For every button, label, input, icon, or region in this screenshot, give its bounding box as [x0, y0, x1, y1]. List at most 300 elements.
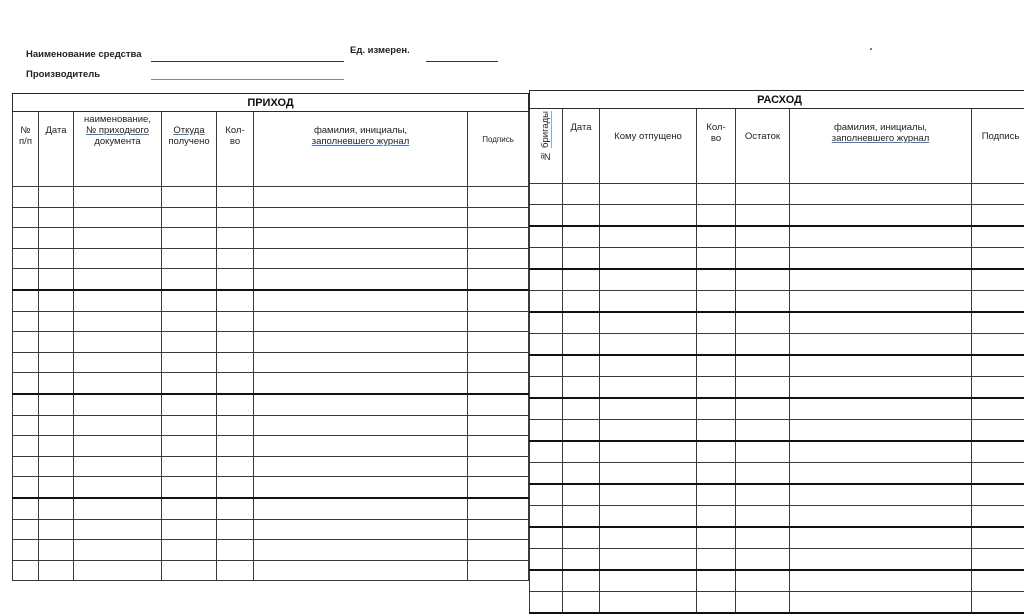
table-cell[interactable] — [600, 549, 697, 571]
table-cell[interactable] — [13, 456, 39, 477]
table-cell[interactable] — [972, 312, 1024, 334]
table-cell[interactable] — [39, 352, 74, 373]
table-cell[interactable] — [162, 498, 217, 519]
col-quantity: Кол- во — [697, 109, 736, 184]
table-cell[interactable] — [162, 394, 217, 415]
table-cell[interactable] — [600, 334, 697, 356]
table-cell[interactable] — [563, 269, 600, 291]
table-cell[interactable] — [39, 519, 74, 540]
table-cell[interactable] — [790, 506, 972, 528]
table-cell[interactable] — [600, 463, 697, 485]
table-cell[interactable] — [13, 540, 39, 561]
table-cell[interactable] — [468, 207, 529, 228]
table-cell[interactable] — [468, 436, 529, 457]
table-cell[interactable] — [563, 506, 600, 528]
table-cell[interactable] — [254, 311, 468, 332]
table-cell[interactable] — [530, 484, 563, 506]
table-cell[interactable] — [162, 290, 217, 311]
table-cell[interactable] — [468, 560, 529, 581]
table-cell[interactable] — [600, 377, 697, 399]
table-cell[interactable] — [972, 334, 1024, 356]
table-cell[interactable] — [697, 269, 736, 291]
table-cell[interactable] — [468, 519, 529, 540]
table-cell[interactable] — [39, 207, 74, 228]
table-cell[interactable] — [600, 484, 697, 506]
table-cell[interactable] — [972, 398, 1024, 420]
table-cell[interactable] — [468, 373, 529, 394]
table-cell[interactable] — [790, 334, 972, 356]
table-cell[interactable] — [217, 519, 254, 540]
table-cell[interactable] — [530, 226, 563, 248]
income-header-row — [13, 112, 529, 187]
table-cell[interactable] — [217, 352, 254, 373]
table-cell[interactable] — [217, 456, 254, 477]
table-cell[interactable] — [563, 484, 600, 506]
table-cell[interactable] — [162, 560, 217, 581]
table-cell[interactable] — [468, 415, 529, 436]
table-cell[interactable] — [162, 248, 217, 269]
table-cell[interactable] — [254, 228, 468, 249]
table-cell[interactable] — [530, 463, 563, 485]
table-cell[interactable] — [162, 352, 217, 373]
table-cell[interactable] — [790, 570, 972, 592]
table-cell[interactable] — [563, 205, 600, 227]
table-cell[interactable] — [39, 498, 74, 519]
table-cell[interactable] — [254, 248, 468, 269]
table-cell[interactable] — [162, 415, 217, 436]
table-cell[interactable] — [697, 441, 736, 463]
table-cell[interactable] — [697, 355, 736, 377]
table-cell[interactable] — [530, 549, 563, 571]
table-cell[interactable] — [736, 269, 790, 291]
table-cell[interactable] — [736, 355, 790, 377]
table-cell[interactable] — [972, 291, 1024, 313]
table-cell[interactable] — [736, 570, 790, 592]
table-cell[interactable] — [790, 441, 972, 463]
producer-field[interactable] — [151, 79, 344, 80]
table-cell[interactable] — [217, 332, 254, 353]
table-cell[interactable] — [563, 291, 600, 313]
table-cell[interactable] — [972, 248, 1024, 270]
table-cell[interactable] — [697, 184, 736, 205]
table-row — [530, 269, 1024, 291]
table-cell[interactable] — [254, 373, 468, 394]
table-cell[interactable] — [736, 420, 790, 442]
table-cell[interactable] — [13, 415, 39, 436]
table-cell[interactable] — [563, 570, 600, 592]
table-cell[interactable] — [600, 248, 697, 270]
table-cell[interactable] — [254, 560, 468, 581]
table-cell[interactable] — [563, 334, 600, 356]
table-cell[interactable] — [74, 228, 162, 249]
item-name-field[interactable] — [151, 61, 344, 62]
table-cell[interactable] — [13, 560, 39, 581]
table-cell[interactable] — [13, 519, 39, 540]
table-cell[interactable] — [217, 415, 254, 436]
table-cell[interactable] — [468, 311, 529, 332]
table-cell[interactable] — [162, 332, 217, 353]
table-cell[interactable] — [563, 527, 600, 549]
table-cell[interactable] — [217, 269, 254, 290]
table-cell[interactable] — [468, 290, 529, 311]
table-cell[interactable] — [563, 398, 600, 420]
table-cell[interactable] — [697, 291, 736, 313]
table-cell[interactable] — [530, 398, 563, 420]
table-cell[interactable] — [254, 290, 468, 311]
table-cell[interactable] — [563, 441, 600, 463]
table-cell[interactable] — [697, 570, 736, 592]
table-row — [13, 560, 529, 581]
table-cell[interactable] — [162, 187, 217, 208]
table-cell[interactable] — [162, 477, 217, 498]
table-cell[interactable] — [217, 311, 254, 332]
table-cell[interactable] — [972, 463, 1024, 485]
table-cell[interactable] — [736, 291, 790, 313]
table-cell[interactable] — [254, 540, 468, 561]
table-row — [530, 549, 1024, 571]
table-cell[interactable] — [217, 394, 254, 415]
table-cell[interactable] — [39, 311, 74, 332]
table-cell[interactable] — [468, 498, 529, 519]
table-cell[interactable] — [563, 248, 600, 270]
table-cell[interactable] — [468, 456, 529, 477]
table-row — [530, 420, 1024, 442]
table-cell[interactable] — [217, 290, 254, 311]
table-cell[interactable] — [254, 207, 468, 228]
table-row — [13, 228, 529, 249]
table-cell[interactable] — [13, 436, 39, 457]
table-cell[interactable] — [162, 269, 217, 290]
table-cell[interactable] — [972, 549, 1024, 571]
col-number: № п/п — [13, 112, 39, 187]
table-cell[interactable] — [790, 484, 972, 506]
table-cell[interactable] — [74, 436, 162, 457]
table-cell[interactable] — [74, 373, 162, 394]
table-cell[interactable] — [217, 187, 254, 208]
table-cell[interactable] — [972, 527, 1024, 549]
table-cell[interactable] — [697, 420, 736, 442]
table-cell[interactable] — [972, 420, 1024, 442]
table-cell[interactable] — [790, 226, 972, 248]
table-cell[interactable] — [74, 311, 162, 332]
table-cell[interactable] — [254, 269, 468, 290]
table-row — [13, 290, 529, 311]
table-cell[interactable] — [162, 436, 217, 457]
table-cell[interactable] — [530, 291, 563, 313]
table-cell[interactable] — [254, 436, 468, 457]
table-cell[interactable] — [972, 226, 1024, 248]
col-balance: Остаток — [736, 109, 790, 184]
table-cell[interactable] — [563, 463, 600, 485]
table-cell[interactable] — [217, 498, 254, 519]
table-cell[interactable] — [254, 332, 468, 353]
table-cell[interactable] — [468, 477, 529, 498]
table-cell[interactable] — [736, 398, 790, 420]
table-cell[interactable] — [74, 540, 162, 561]
table-cell[interactable] — [736, 463, 790, 485]
table-cell[interactable] — [972, 184, 1024, 205]
table-cell[interactable] — [790, 463, 972, 485]
table-cell[interactable] — [162, 228, 217, 249]
table-cell[interactable] — [217, 436, 254, 457]
table-cell[interactable] — [530, 269, 563, 291]
table-cell[interactable] — [13, 228, 39, 249]
table-cell[interactable] — [736, 527, 790, 549]
table-cell[interactable] — [790, 312, 972, 334]
table-cell[interactable] — [13, 290, 39, 311]
table-cell[interactable] — [736, 248, 790, 270]
table-cell[interactable] — [563, 377, 600, 399]
table-cell[interactable] — [74, 456, 162, 477]
table-cell[interactable] — [162, 540, 217, 561]
table-cell[interactable] — [600, 506, 697, 528]
table-cell[interactable] — [217, 540, 254, 561]
table-cell[interactable] — [74, 207, 162, 228]
table-cell[interactable] — [790, 527, 972, 549]
table-cell[interactable] — [972, 355, 1024, 377]
table-cell[interactable] — [790, 398, 972, 420]
table-cell[interactable] — [74, 248, 162, 269]
table-cell[interactable] — [972, 377, 1024, 399]
table-cell[interactable] — [530, 377, 563, 399]
table-cell[interactable] — [74, 477, 162, 498]
table-cell[interactable] — [468, 394, 529, 415]
table-cell[interactable] — [254, 187, 468, 208]
table-cell[interactable] — [530, 420, 563, 442]
table-cell[interactable] — [563, 226, 600, 248]
table-cell[interactable] — [600, 184, 697, 205]
table-cell[interactable] — [600, 420, 697, 442]
table-cell[interactable] — [468, 269, 529, 290]
table-cell[interactable] — [790, 377, 972, 399]
table-cell[interactable] — [13, 311, 39, 332]
table-cell[interactable] — [74, 519, 162, 540]
unit-field[interactable] — [426, 61, 498, 62]
table-cell[interactable] — [972, 592, 1024, 614]
table-cell[interactable] — [697, 377, 736, 399]
table-cell[interactable] — [530, 506, 563, 528]
table-cell[interactable] — [13, 498, 39, 519]
table-cell[interactable] — [74, 290, 162, 311]
table-cell[interactable] — [217, 477, 254, 498]
table-cell[interactable] — [39, 560, 74, 581]
table-cell[interactable] — [74, 352, 162, 373]
table-cell[interactable] — [13, 477, 39, 498]
table-cell[interactable] — [74, 415, 162, 436]
table-cell[interactable] — [697, 398, 736, 420]
table-row — [530, 205, 1024, 227]
table-cell[interactable] — [736, 334, 790, 356]
table-cell[interactable] — [254, 352, 468, 373]
table-row — [530, 441, 1024, 463]
table-cell[interactable] — [697, 527, 736, 549]
table-cell[interactable] — [39, 187, 74, 208]
table-cell[interactable] — [972, 205, 1024, 227]
table-cell[interactable] — [600, 570, 697, 592]
table-cell[interactable] — [600, 592, 697, 614]
table-cell[interactable] — [697, 506, 736, 528]
table-cell[interactable] — [697, 205, 736, 227]
table-cell[interactable] — [600, 205, 697, 227]
table-cell[interactable] — [530, 527, 563, 549]
table-cell[interactable] — [736, 312, 790, 334]
table-cell[interactable] — [530, 248, 563, 270]
table-cell[interactable] — [74, 269, 162, 290]
expense-title: РАСХОД — [530, 91, 1024, 109]
table-cell[interactable] — [13, 352, 39, 373]
table-cell[interactable] — [13, 187, 39, 208]
table-cell[interactable] — [74, 560, 162, 581]
table-cell[interactable] — [254, 456, 468, 477]
table-row — [13, 415, 529, 436]
table-cell[interactable] — [162, 456, 217, 477]
table-cell[interactable] — [217, 228, 254, 249]
table-cell[interactable] — [563, 184, 600, 205]
table-cell[interactable] — [162, 311, 217, 332]
table-cell[interactable] — [74, 187, 162, 208]
table-cell[interactable] — [217, 248, 254, 269]
table-cell[interactable] — [697, 463, 736, 485]
col-source: Откуда получено — [162, 112, 217, 187]
table-cell[interactable] — [13, 207, 39, 228]
table-cell[interactable] — [217, 373, 254, 394]
table-cell[interactable] — [530, 592, 563, 614]
table-cell[interactable] — [736, 441, 790, 463]
table-row — [530, 226, 1024, 248]
table-cell[interactable] — [972, 506, 1024, 528]
table-cell[interactable] — [600, 398, 697, 420]
table-cell[interactable] — [600, 355, 697, 377]
table-cell[interactable] — [530, 355, 563, 377]
table-cell[interactable] — [972, 269, 1024, 291]
table-row — [13, 207, 529, 228]
col-quantity: Кол- во — [217, 112, 254, 187]
table-cell[interactable] — [697, 334, 736, 356]
table-cell[interactable] — [13, 269, 39, 290]
table-cell[interactable] — [600, 291, 697, 313]
table-cell[interactable] — [736, 506, 790, 528]
table-cell[interactable] — [736, 484, 790, 506]
table-cell[interactable] — [736, 377, 790, 399]
table-cell[interactable] — [736, 549, 790, 571]
table-cell[interactable] — [736, 592, 790, 614]
table-cell[interactable] — [468, 352, 529, 373]
table-cell[interactable] — [790, 184, 972, 205]
table-cell[interactable] — [39, 269, 74, 290]
table-cell[interactable] — [162, 519, 217, 540]
table-cell[interactable] — [972, 441, 1024, 463]
table-cell[interactable] — [217, 207, 254, 228]
table-cell[interactable] — [39, 540, 74, 561]
table-cell[interactable] — [39, 394, 74, 415]
table-cell[interactable] — [13, 332, 39, 353]
table-cell[interactable] — [468, 332, 529, 353]
table-cell[interactable] — [530, 312, 563, 334]
table-row — [530, 527, 1024, 549]
table-cell[interactable] — [39, 332, 74, 353]
table-cell[interactable] — [254, 477, 468, 498]
table-cell[interactable] — [39, 248, 74, 269]
table-cell[interactable] — [736, 226, 790, 248]
table-row — [530, 463, 1024, 485]
table-cell[interactable] — [39, 228, 74, 249]
table-cell[interactable] — [697, 312, 736, 334]
table-cell[interactable] — [600, 226, 697, 248]
table-cell[interactable] — [790, 592, 972, 614]
table-cell[interactable] — [697, 484, 736, 506]
table-cell[interactable] — [74, 498, 162, 519]
table-cell[interactable] — [790, 355, 972, 377]
table-cell[interactable] — [600, 527, 697, 549]
table-cell[interactable] — [530, 184, 563, 205]
table-cell[interactable] — [254, 498, 468, 519]
table-row — [13, 187, 529, 208]
table-cell[interactable] — [39, 373, 74, 394]
col-filler: фамилия, инициалы, заполневшего журнал — [254, 112, 468, 187]
table-cell[interactable] — [790, 248, 972, 270]
table-cell[interactable] — [468, 228, 529, 249]
table-cell[interactable] — [39, 456, 74, 477]
table-cell[interactable] — [697, 592, 736, 614]
table-cell[interactable] — [39, 477, 74, 498]
table-cell[interactable] — [74, 394, 162, 415]
table-cell[interactable] — [790, 205, 972, 227]
table-cell[interactable] — [697, 248, 736, 270]
table-cell[interactable] — [563, 592, 600, 614]
table-cell[interactable] — [530, 334, 563, 356]
table-cell[interactable] — [563, 312, 600, 334]
table-row — [530, 334, 1024, 356]
table-cell[interactable] — [13, 373, 39, 394]
table-cell[interactable] — [600, 269, 697, 291]
table-cell[interactable] — [254, 519, 468, 540]
table-cell[interactable] — [697, 226, 736, 248]
table-cell[interactable] — [790, 291, 972, 313]
table-cell[interactable] — [790, 420, 972, 442]
table-cell[interactable] — [563, 549, 600, 571]
table-cell[interactable] — [563, 355, 600, 377]
table-cell[interactable] — [74, 332, 162, 353]
table-cell[interactable] — [39, 415, 74, 436]
table-cell[interactable] — [972, 570, 1024, 592]
table-cell[interactable] — [790, 549, 972, 571]
table-row — [13, 248, 529, 269]
table-cell[interactable] — [217, 560, 254, 581]
table-cell[interactable] — [530, 205, 563, 227]
table-cell[interactable] — [254, 415, 468, 436]
table-cell[interactable] — [39, 290, 74, 311]
table-cell[interactable] — [468, 248, 529, 269]
table-cell[interactable] — [468, 540, 529, 561]
table-cell[interactable] — [162, 373, 217, 394]
table-cell[interactable] — [736, 184, 790, 205]
table-cell[interactable] — [563, 420, 600, 442]
table-cell[interactable] — [530, 441, 563, 463]
table-cell[interactable] — [790, 269, 972, 291]
table-cell[interactable] — [13, 394, 39, 415]
table-cell[interactable] — [13, 248, 39, 269]
table-cell[interactable] — [600, 441, 697, 463]
table-cell[interactable] — [530, 570, 563, 592]
table-cell[interactable] — [600, 312, 697, 334]
table-cell[interactable] — [468, 187, 529, 208]
table-cell[interactable] — [972, 484, 1024, 506]
table-cell[interactable] — [254, 394, 468, 415]
table-cell[interactable] — [162, 207, 217, 228]
table-cell[interactable] — [736, 205, 790, 227]
table-cell[interactable] — [697, 549, 736, 571]
table-cell[interactable] — [39, 436, 74, 457]
